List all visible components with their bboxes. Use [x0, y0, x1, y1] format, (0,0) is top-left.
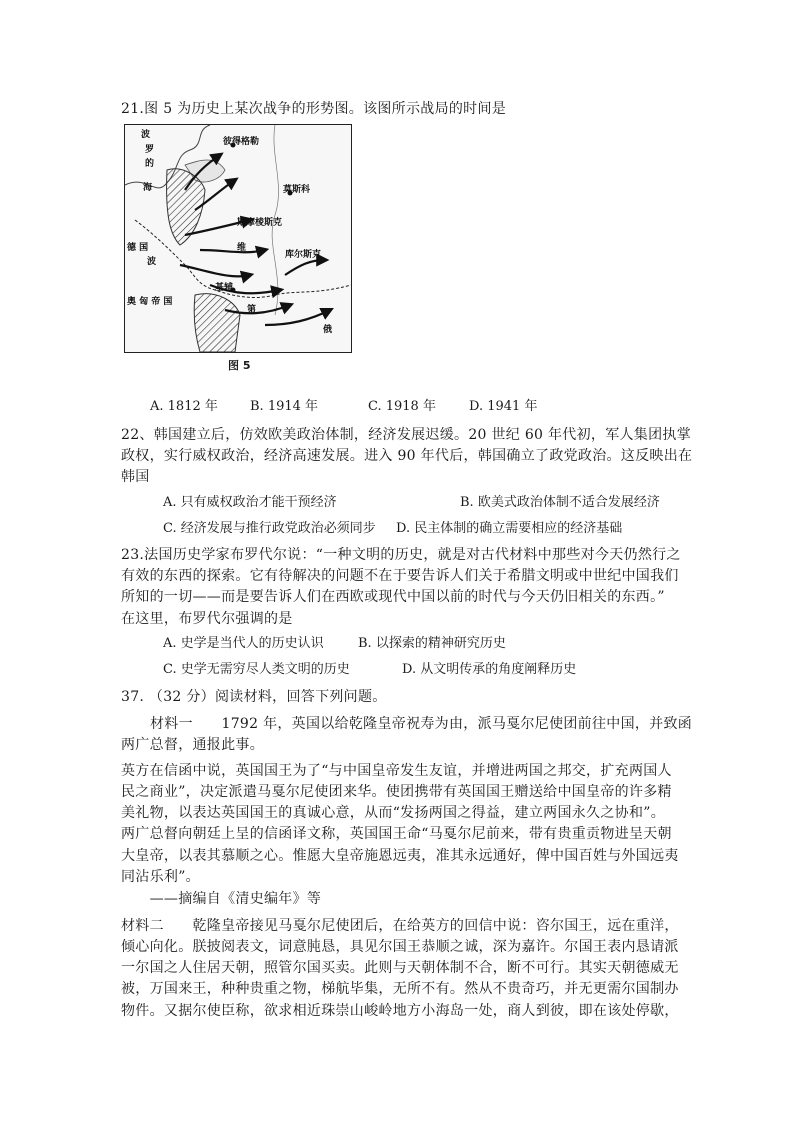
q23-option-c: C. 史学无需穷尽人类文明的历史: [163, 662, 350, 677]
q23-stem-line: 在这里，布罗代尔强调的是: [121, 611, 293, 627]
material-1-line: 英方在信函中说，英国国王为了“与中国皇帝发生友谊，并增进两国之邦交，扩充两国人: [121, 763, 672, 779]
q23-stem-line: 有效的东西的探索。它有待解决的问题不在于要告诉人们关于希腊文明或中世纪中国我们: [121, 568, 679, 584]
q23-stem-line: 23.法国历史学家布罗代尔说：“一种文明的历史，就是对古代材料中那些对今天仍然行之: [121, 547, 681, 563]
map-label-baltic-4: 海: [143, 183, 153, 193]
q37-title: 37. （32 分）阅读材料，回答下列问题。: [121, 689, 387, 705]
q22-stem-line: 22、韩国建立后，仿效欧美政治体制，经济发展迟缓。20 世纪 60 年代初，军人集团执掌: [121, 427, 691, 443]
q22-stem-line: 政权，实行威权政治，经济高速发展。进入 90 年代后，韩国确立了政党政治。这反映出在: [121, 448, 693, 464]
map-label-austria: 奥 匈 帝 国: [127, 297, 173, 307]
map-label-river-1: 维: [237, 243, 247, 253]
material-2-line: 倾心向化。朕披阅表文，词意肫恳，具见尔国王恭顺之诚，深为嘉许。尔国王表内恳请派: [121, 939, 679, 955]
material-1-line: 同沾乐利”。: [121, 869, 200, 885]
material-1-line: 美礼物，以表达英国国王的真诚心意，从而“发扬两国之得益，建立两国永久之协和”。: [121, 805, 666, 821]
advance-arrow: [285, 260, 325, 275]
q23-option-b: B. 以探索的精神研究历史: [358, 636, 506, 651]
material-2-line: 材料二 乾隆皇帝接见马戛尔尼使团后，在给英方的回信中说：咨尔国王，远在重洋，: [121, 918, 679, 934]
map-label-baltic-2: 罗: [145, 145, 155, 155]
material-1-line: 两广总督向朝廷上呈的信函译文称，英国国王命“马戛尔尼前来，带有贵重贡物进呈天朝: [121, 826, 672, 842]
map-label-smolensk: 斯摩棱斯克: [237, 218, 283, 228]
q22-option-b: B. 欧美式政治体制不适合发展经济: [460, 495, 660, 510]
q21-option-a: A. 1812 年: [150, 399, 218, 414]
figure-caption: 图 5: [228, 359, 251, 372]
map-label-kiev: 基辅: [215, 283, 234, 293]
q21-option-c: C. 1918 年: [368, 399, 436, 414]
q22-option-a: A. 只有威权政治才能干预经济: [163, 495, 337, 510]
q21-stem: 21.图 5 为历史上某次战争的形势图。该图所示战局的时间是: [121, 101, 507, 117]
material-2-line: 物件。又据尔使臣称，欲求相近珠崇山峻岭地方小海岛一处，商人到彼，即在该处停歇，: [121, 1003, 679, 1019]
material-2-line: 一尔国之人住居天朝，照管尔国买卖。此则与天朝体制不合，断不可行。其实天朝德威无: [121, 960, 679, 976]
hatched-territory-south: [194, 294, 240, 352]
map-label-petersburg: 彼得格勒: [223, 137, 260, 147]
q22-option-c: C. 经济发展与推行政党政治必须同步: [163, 521, 376, 536]
map-label-russia: 俄: [323, 325, 333, 335]
map-label-poland: 波: [147, 257, 157, 267]
advance-arrow: [265, 310, 330, 325]
q21-option-d: D. 1941 年: [469, 399, 538, 414]
q22-stem-line: 韩国: [121, 469, 150, 485]
map-label-baltic-1: 波: [141, 130, 151, 140]
q23-stem-line: 所知的一切——而是要告诉人们在西欧或现代中国以前的时代与今天仍旧相关的东西。”: [121, 589, 665, 605]
material-1-source: ——摘编自《清史编年》等: [121, 891, 322, 907]
q23-option-d: D. 从文明传承的角度阐释历史: [402, 662, 577, 677]
material-1-line: 大皇帝，以表其慕顺之心。惟愿大皇帝施恩远夷，准其永远通好，俾中国百姓与外国远夷: [121, 848, 679, 864]
material-1-line: 民之商业”，决定派遣马戛尔尼使团来华。使团携带有英国国王赠送给中国皇帝的许多精: [121, 784, 672, 800]
advance-arrow: [200, 250, 265, 252]
material-2-line: 被，万国来王，种种贵重之物，梯航毕集，无所不有。然从不贵奇巧，并无更需尔国制办: [121, 981, 679, 997]
war-situation-map: [124, 124, 352, 353]
map-label-moscow: 莫斯科: [283, 185, 311, 195]
q23-option-a: A. 史学是当代人的历史认识: [163, 636, 324, 651]
map-label-river-2: 第: [247, 305, 257, 315]
map-label-germany: 德 国: [127, 243, 149, 253]
q21-option-b: B. 1914 年: [250, 399, 319, 414]
map-label-baltic-3: 的: [145, 159, 155, 169]
q22-option-d: D. 民主体制的确立需要相应的经济基础: [396, 521, 623, 536]
material-1-line: 材料一 1792 年，英国以给乾隆皇帝祝寿为由，派马戛尔尼使团前往中国，并致函: [150, 716, 693, 732]
material-1-line: 两广总督，通报此事。: [121, 737, 264, 753]
map-graphic: [125, 125, 351, 352]
map-label-kursk: 库尔斯克: [285, 250, 322, 260]
